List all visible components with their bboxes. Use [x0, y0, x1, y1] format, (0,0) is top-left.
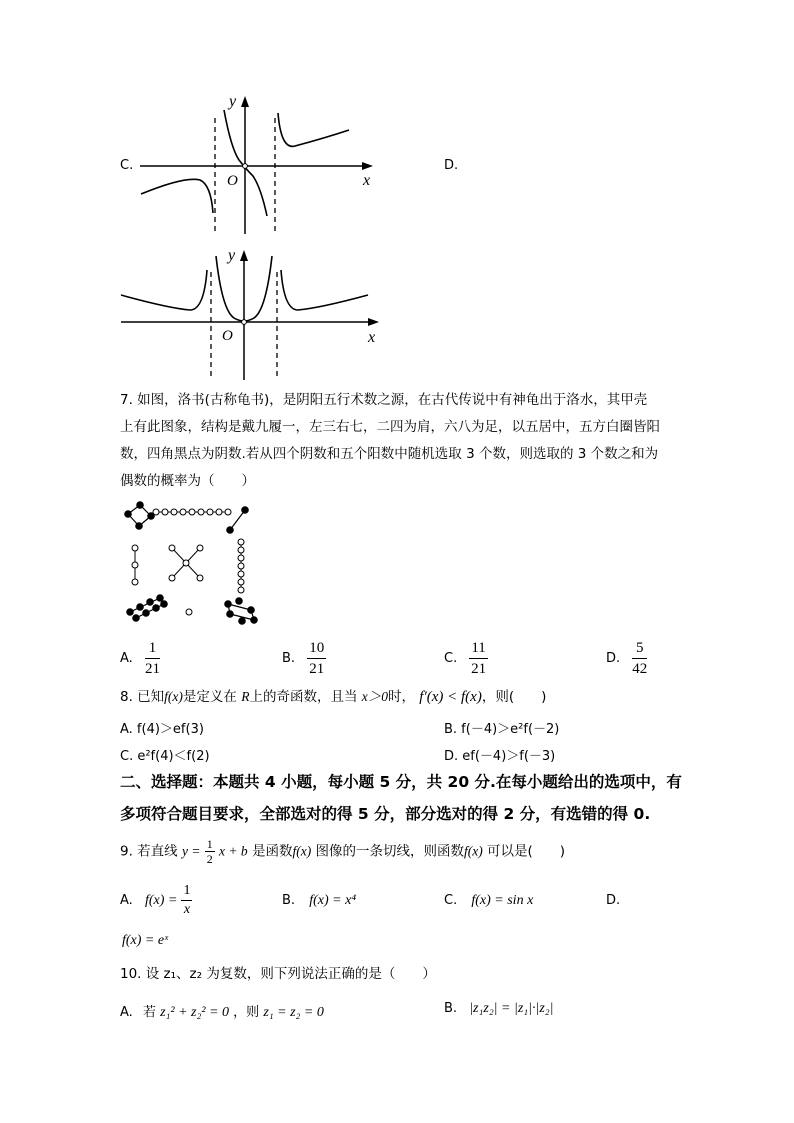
curve-right-branch — [281, 270, 368, 310]
q9-stem: 9. 若直线 y = $\frac{1}{2}$ x + b 是函数f(x) 图像的一条切线，则函数f(x) 可以是( ) — [120, 837, 566, 866]
curve-left-branch — [121, 270, 207, 310]
q9-option-b[interactable]: B. f(x) = x⁴ — [282, 893, 357, 908]
q8-option-a[interactable]: A. f(4)＞ef(3) — [120, 722, 204, 737]
option-c-label: C. — [120, 158, 134, 173]
q7-option-c[interactable]: C. $\frac{11}{21}$ — [444, 640, 487, 677]
q7-stem: 7. 如图，洛书(古称龟书)，是阴阳五行术数之源，在古代传说中有神龟出于洛水，其甲壳 上有此图象，结构是戴九履一，左三右七，二四为肩，六八为足，以五居中，五方白圈皆阳 数，四角黑点为阴数.若从四个阴数和五个阳数中随机选取 3 个数，则选取的 3 个数之和为 偶数的概率为（ ） — [120, 392, 660, 489]
curve-right-branch — [278, 113, 349, 146]
q8-option-c[interactable]: C. e²f(4)＜f(2) — [120, 749, 210, 764]
x-label: x — [363, 172, 371, 189]
q9-option-d-formula: f(x) = eˣ — [122, 933, 169, 948]
svg-text:x: x — [368, 329, 376, 346]
curve-left-branch — [141, 179, 213, 213]
q8-stem: 8. 已知f(x)是定义在 R上的奇函数，且当 x＞0时， f′(x) < f(x)，则( ) — [120, 689, 547, 705]
svg-text:y: y — [228, 247, 236, 264]
q8-option-d[interactable]: D. ef(－4)＞f(－3) — [444, 749, 556, 764]
graph-c — [135, 88, 375, 236]
q9-option-a[interactable]: A. f(x) = $\frac{1}{x}$ — [120, 883, 191, 917]
graph-d — [118, 242, 386, 382]
y-label: y — [229, 93, 237, 110]
q9-option-c[interactable]: C. f(x) = sin x — [444, 893, 534, 908]
q10-option-a[interactable]: A. 若 z₁² + z₂² = 0 ，则 z₁ = z₂ = 0 — [120, 1005, 324, 1020]
q7-option-d[interactable]: D. $\frac{5}{42}$ — [606, 640, 648, 677]
q7-option-a[interactable]: A. $\frac{1}{21}$ — [120, 640, 160, 677]
origin-label: O — [227, 173, 238, 189]
svg-text:O: O — [222, 328, 233, 344]
section2-heading: 二、选择题：本题共 4 小题，每小题 5 分，共 20 分.在每小题给出的选项中，有 多项符合题目要求，全部选对的得 5 分，部分选对的得 2 分，有选错的得 0. — [120, 773, 682, 823]
q10-stem: 10. 设 z₁、z₂ 为复数，则下列说法正确的是（ ） — [120, 966, 436, 982]
q7-option-b[interactable]: B. $\frac{10}{21}$ — [282, 640, 325, 677]
q9-option-d[interactable]: D. — [606, 893, 621, 908]
q10-option-b[interactable]: B. |z₁z₂| = |z₁|·|z₂| — [444, 1001, 554, 1016]
luoshu-diagram — [118, 500, 260, 632]
x-axis-arrow — [362, 162, 373, 170]
y-axis-arrow — [241, 96, 249, 107]
option-d-label: D. — [444, 158, 459, 173]
q8-option-b[interactable]: B. f(－4)＞e²f(－2) — [444, 722, 560, 737]
